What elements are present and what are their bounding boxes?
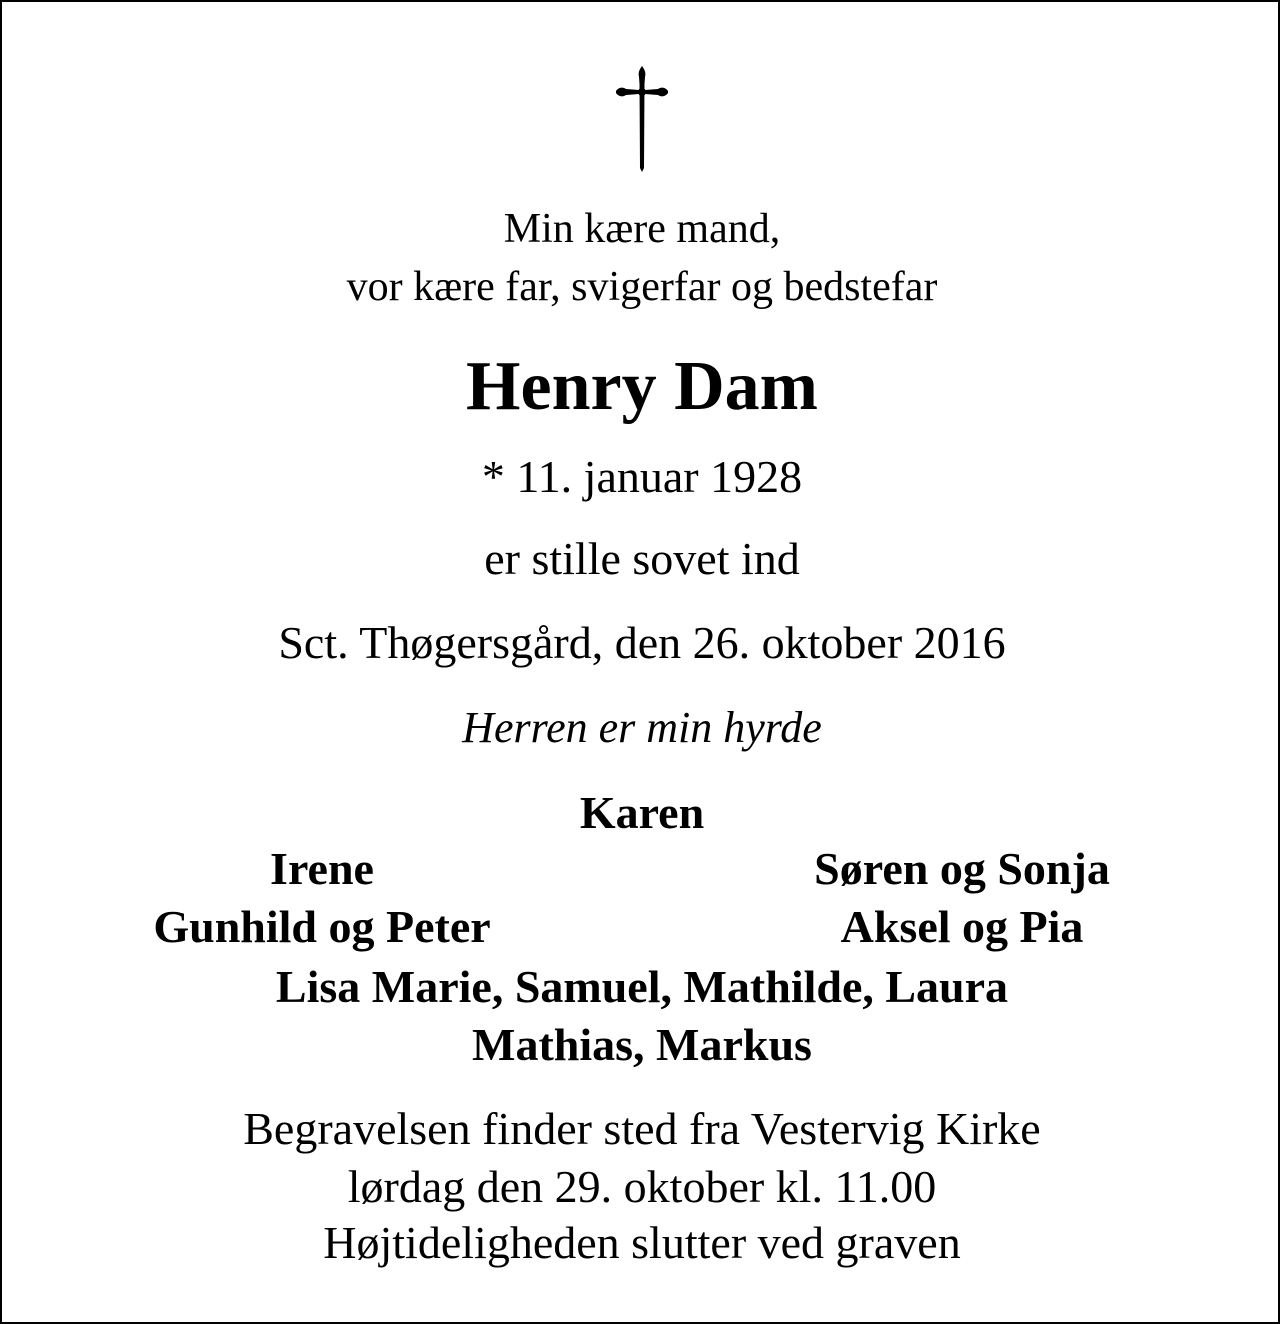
funeral-line-1: Begravelsen finder sted fra Vestervig Kirke [243, 1103, 1041, 1154]
mourner-right-1: Søren og Sonja [814, 843, 1110, 894]
latin-cross-icon [614, 64, 670, 172]
mourner-left-2: Gunhild og Peter [153, 901, 491, 952]
place-and-date-of-death: Sct. Thøgersgård, den 26. oktober 2016 [278, 617, 1006, 668]
grandchildren-line-2: Mathias, Markus [472, 1019, 812, 1070]
mourner-left-1: Irene [270, 843, 374, 894]
deceased-name: Henry Dam [466, 348, 818, 425]
funeral-line-2: lørdag den 29. oktober kl. 11.00 [347, 1161, 937, 1212]
passing-phrase: er stille sovet ind [484, 533, 800, 584]
verse: Herren er min hyrde [462, 703, 822, 752]
birth-date: * 11. januar 1928 [481, 451, 803, 502]
intro-line-2: vor kære far, svigerfar og bedstefar [346, 264, 938, 310]
mourner-spouse: Karen [579, 787, 705, 838]
intro-line-1: Min kære mand, [503, 206, 781, 252]
grandchildren-line-1: Lisa Marie, Samuel, Mathilde, Laura [275, 961, 1009, 1012]
mourner-right-2: Aksel og Pia [840, 901, 1084, 952]
funeral-line-3: Højtideligheden slutter ved graven [323, 1217, 961, 1268]
